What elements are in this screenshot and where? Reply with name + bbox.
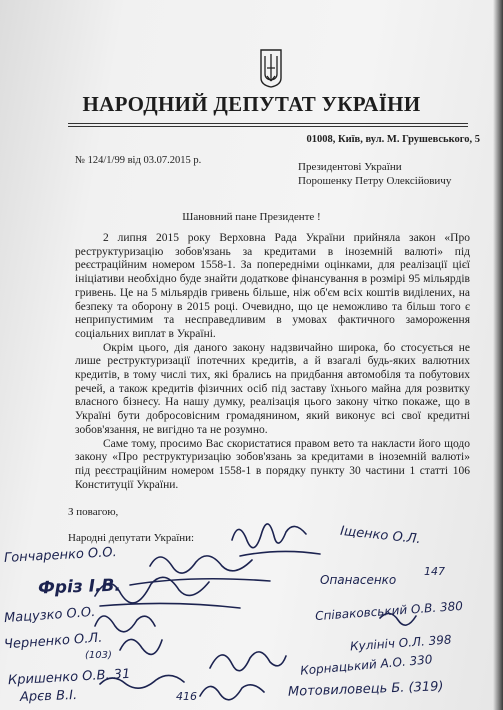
paragraph-1: 2 липня 2015 року Верховна Рада України прийняла закон «Про реструктуризацію зобов'язань за кредитами в іноземній валюті» під реєстраційним номером 1558-1. За попередніми оцінками, для реалізації цієї ініціативи необхідно буде знайти додаткове фінансування в розмірі 95 мільярдів гривень. Це на 5 мільярдів гривень більше, ніж об'єм всіх коштів виділених, на безпеку та оборону в 2015 році. Очевидно, що це неможливо та більш того є неприпустимим та несправедливим в умовах фактичного замороження соціальних виплат в Україні. [75,232,470,340]
signers-label: Народні депутати України: [68,532,195,544]
trident-emblem-icon [258,48,284,88]
paragraph-3: Саме тому, просимо Вас скористатися правом вето та накласти його щодо закону «Про реструктуризацію зобов'язань за кредитами в іноземній валюті» під реєстраційним номером 1558-1 в порядку пункту 30 частини 1 статті 106 Конституції України. [75,437,470,491]
signature-5 [120,639,162,654]
reference-number: № 124/1/99 від 03.07.2015 р. [75,155,202,166]
paragraph-2: Окрім цього, дія даного закону надзвичайно широка, бо стосується не лише реструктуризації іпотечних кредитів, а й взагалі будь-яких валютних кредитів, в тому числі тих, які брались на придбання автомобіля та побутових речей, а також кредитів фізичних осіб під заставу їхнього майна для розвитку власного бізнесу. На нашу думку, реалізація цього закону чітко покаже, що в Україні бути добросовісним громадянином, який виконує всі свої кредитні зобов'язання, не вигідно та не розумно. [75,341,470,436]
letterhead-title: НАРОДНИЙ ДЕПУТАТ УКРАЇНИ [82,92,421,116]
signature-1 [232,524,320,556]
page-edge-shadow [493,0,503,710]
handwritten-name-4: Черненко О.Л. [3,630,103,653]
handwritten-name-2: Фріз І.В. [37,575,122,599]
handwritten-note-7: 147 [424,565,445,578]
handwritten-name-12: Мотовиловець Б. (319) [287,679,444,700]
handwritten-name-7: Іщенко О.Л. [339,523,422,548]
signature-4 [95,616,155,632]
handwritten-name-6: Арєв В.І. [19,688,78,705]
handwritten-note-6: 416 [176,690,197,703]
handwritten-name-8: Опанасенко [320,573,397,587]
handwritten-name-5: Кришенко О.В. 31 [7,666,131,689]
signature-6 [210,652,286,671]
signature-8 [200,685,264,700]
letterhead-address: 01008, Київ, вул. М. Грушевського, 5 [306,134,480,145]
handwritten-name-3: Мацузко О.О. [3,604,96,627]
handwritten-name-10: Кулініч О.Л. 398 [349,632,452,654]
handwritten-note-4: (103) [85,650,112,661]
handwritten-name-1: Гончаренко О.О. [3,545,118,566]
header-divider-thin [68,126,468,127]
recipient-line-2: Порошенку Петру Олексійовичу [298,175,452,187]
handwritten-name-11: Корнацький А.О. 330 [299,652,433,678]
closing: З повагою, [68,506,119,518]
signature-2 [130,556,270,585]
letter-body [75,232,470,492]
header-divider [68,123,468,124]
recipient-block [298,160,451,188]
recipient-line-1: Президентові України [298,161,402,173]
handwritten-name-9: Співаковський О.В. 380 [314,598,464,624]
salutation: Шановний пане Президенте ! [182,211,321,223]
